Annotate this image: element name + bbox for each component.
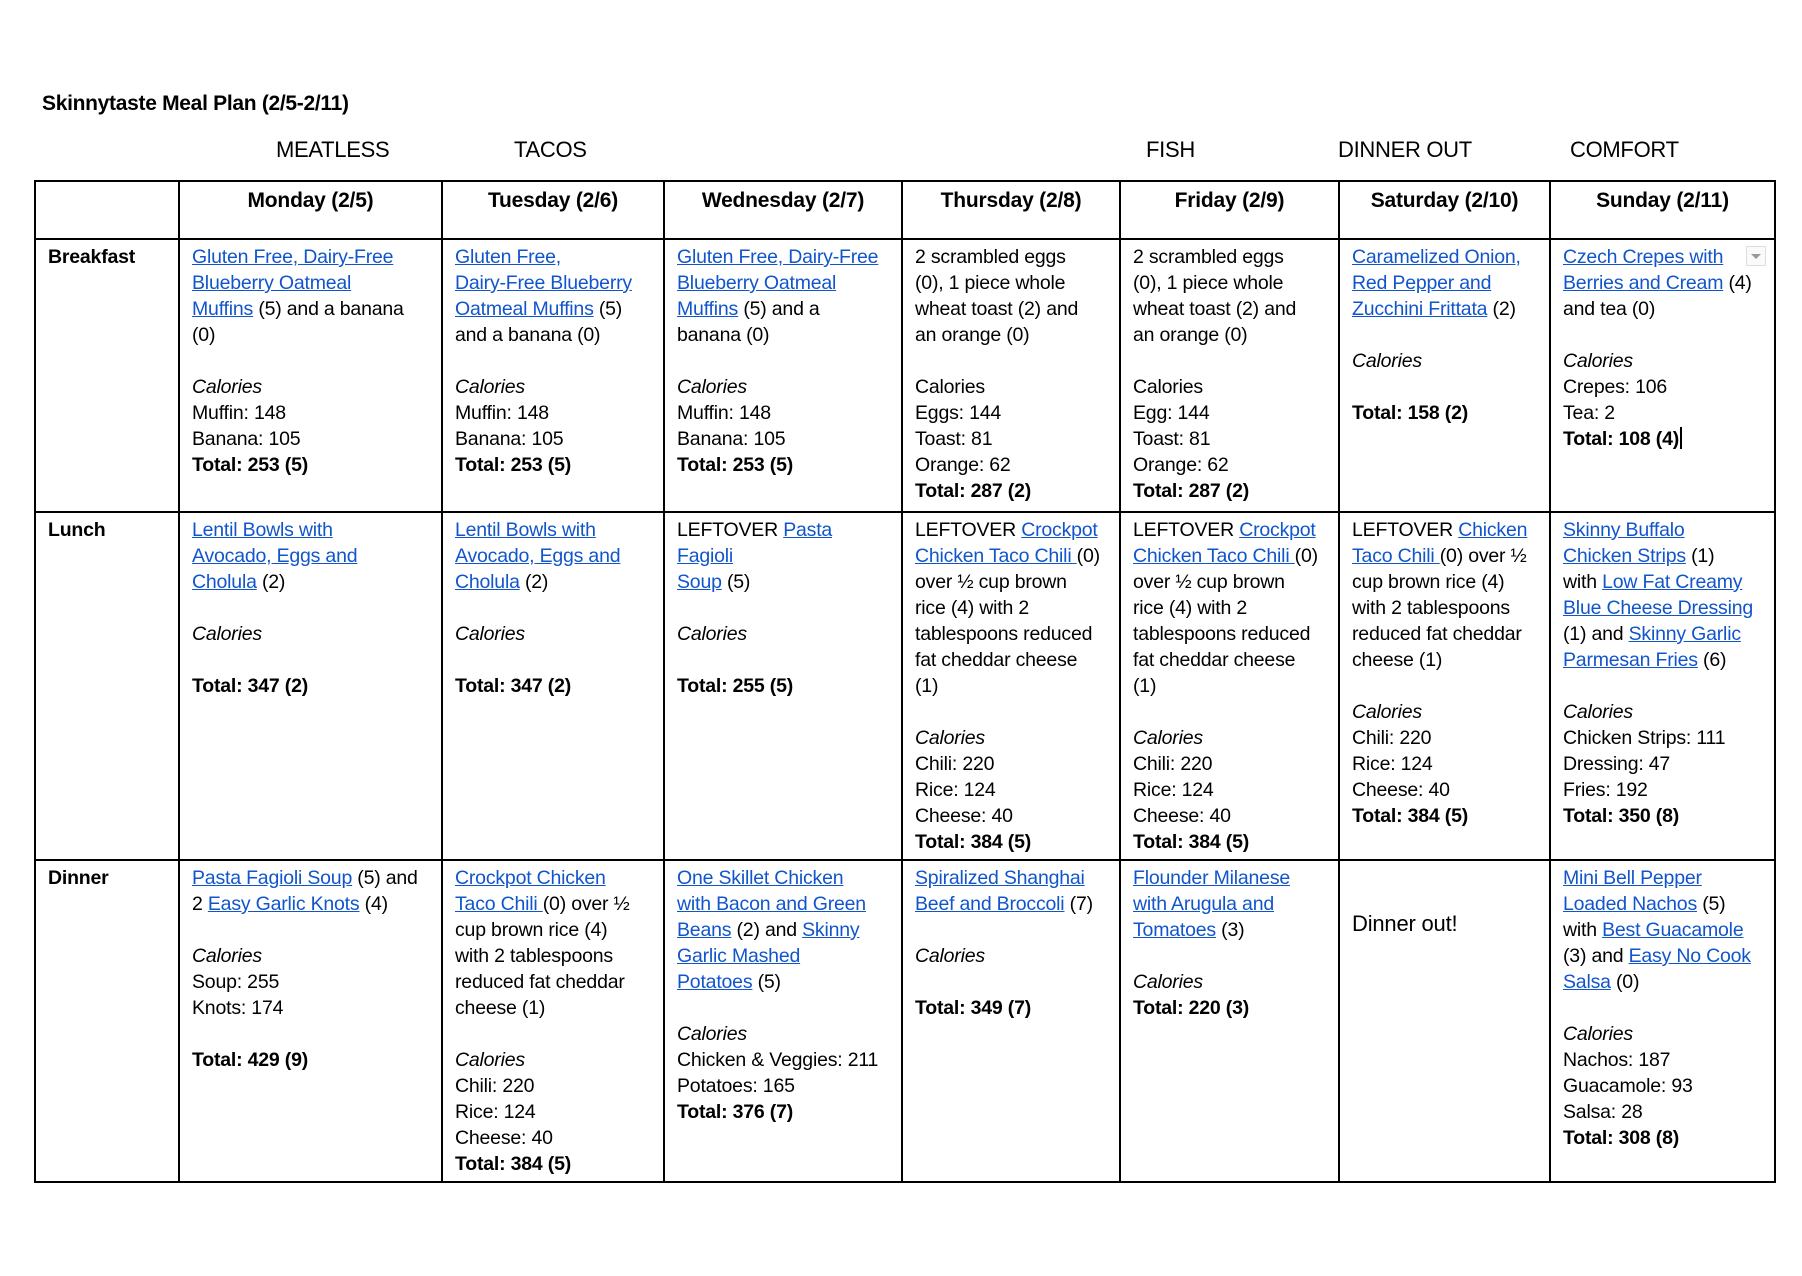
- calorie-total: Total: 347 (2): [455, 675, 572, 697]
- category-comfort: COMFORT: [1570, 137, 1679, 162]
- calorie-item: Fries: 192: [1563, 779, 1648, 801]
- calorie-item: Chili: 220: [1352, 727, 1432, 749]
- calories-label: Calories: [192, 945, 262, 967]
- meal-text: cheese (1): [455, 997, 546, 1019]
- calories-label: Calories: [677, 623, 747, 645]
- recipe-link[interactable]: Easy No Cook: [1628, 945, 1751, 967]
- meal-text: over ½ cup brown: [915, 571, 1067, 593]
- meal-plan-table: [34, 180, 1776, 1183]
- meal-text: (4): [1723, 272, 1752, 294]
- meal-text: (5) and a: [738, 298, 820, 320]
- recipe-link[interactable]: Zucchini Frittata: [1352, 298, 1488, 320]
- meal-text: fat cheddar cheese: [1133, 649, 1296, 671]
- breakfast-sunday[interactable]: [1550, 239, 1775, 512]
- recipe-link[interactable]: One Skillet Chicken: [677, 867, 844, 889]
- recipe-link[interactable]: Low Fat Creamy: [1602, 571, 1743, 593]
- meal-text: wheat toast (2) and: [915, 298, 1079, 320]
- meal-text: (0), 1 piece whole: [915, 272, 1066, 294]
- recipe-link[interactable]: Taco Chili: [455, 893, 543, 915]
- dinner-saturday: [1339, 860, 1550, 1182]
- calorie-item: Nachos: 187: [1563, 1049, 1671, 1071]
- dinner-friday: [1120, 860, 1339, 1182]
- category-meatless: MEATLESS: [276, 137, 390, 162]
- breakfast-saturday: [1339, 239, 1550, 512]
- lunch-row: [35, 512, 1775, 860]
- recipe-link[interactable]: Red Pepper and: [1352, 272, 1492, 294]
- recipe-link[interactable]: Gluten Free,: [455, 246, 561, 268]
- meal-text: (0), 1 piece whole: [1133, 272, 1284, 294]
- recipe-link[interactable]: Crockpot: [1239, 519, 1316, 541]
- breakfast-tuesday: [442, 239, 664, 512]
- meal-text: banana (0): [677, 324, 770, 346]
- calorie-total: Total: 158 (2): [1352, 402, 1469, 424]
- day-header-friday: Friday (2/9): [1120, 181, 1339, 239]
- calorie-item: Toast: 81: [915, 428, 993, 450]
- calories-label: Calories: [192, 623, 262, 645]
- calories-label: Calories: [677, 376, 747, 398]
- meal-text: (1): [915, 675, 939, 697]
- meal-text: reduced fat cheddar: [455, 971, 625, 993]
- breakfast-wednesday: [664, 239, 902, 512]
- calorie-item: Orange: 62: [1133, 454, 1229, 476]
- header-row: [35, 181, 1775, 239]
- meal-text: an orange (0): [915, 324, 1030, 346]
- recipe-link[interactable]: with Bacon and Green: [677, 893, 866, 915]
- day-header-thursday: Thursday (2/8): [902, 181, 1120, 239]
- calorie-item: Rice: 124: [915, 779, 996, 801]
- calorie-item: Muffin: 148: [192, 402, 286, 424]
- row-label-lunch: Lunch: [35, 512, 179, 860]
- recipe-link[interactable]: Crockpot: [1021, 519, 1098, 541]
- calorie-total: Total: 108 (4): [1563, 428, 1680, 450]
- meal-text: (3) and: [1563, 945, 1629, 967]
- lunch-friday: [1120, 512, 1339, 860]
- day-header-tuesday: Tuesday (2/6): [442, 181, 664, 239]
- breakfast-monday: [179, 239, 442, 512]
- calories-label: Calories: [1563, 701, 1633, 723]
- calorie-item: Chili: 220: [455, 1075, 535, 1097]
- recipe-link[interactable]: Mini Bell Pepper: [1563, 867, 1702, 889]
- category-dinner-out: DINNER OUT: [1338, 137, 1472, 162]
- calorie-item: Rice: 124: [1133, 779, 1214, 801]
- meal-text: LEFTOVER: [1133, 519, 1240, 541]
- meal-text: with 2 tablespoons: [455, 945, 613, 967]
- meal-text: (5): [593, 298, 623, 320]
- calorie-item: Chicken Strips: 111: [1563, 727, 1726, 749]
- recipe-link[interactable]: Oatmeal Muffins: [455, 298, 594, 320]
- recipe-link[interactable]: Flounder Milanese: [1133, 867, 1291, 889]
- meal-text: (1) and: [1563, 623, 1629, 645]
- calorie-item: Cheese: 40: [1352, 779, 1450, 801]
- meal-text: (5): [721, 571, 751, 593]
- calories-label: Calories: [455, 623, 525, 645]
- calories-label: Calories: [455, 376, 525, 398]
- dinner-thursday: [902, 860, 1120, 1182]
- calories-label: Calories: [1563, 350, 1633, 372]
- meal-text: (2): [256, 571, 286, 593]
- calorie-total: Total: 253 (5): [455, 454, 572, 476]
- meal-text: (0) over ½: [1439, 545, 1527, 567]
- recipe-link[interactable]: Soup: [677, 571, 722, 593]
- recipe-link[interactable]: Cholula: [192, 571, 257, 593]
- recipe-link[interactable]: Beans: [677, 919, 732, 941]
- meal-text: 2 scrambled eggs: [1133, 246, 1284, 268]
- lunch-wednesday: [664, 512, 902, 860]
- recipe-link[interactable]: Best Guacamole: [1602, 919, 1744, 941]
- meal-text: (5): [1697, 893, 1726, 915]
- lunch-thursday: [902, 512, 1120, 860]
- meal-text: (0): [1294, 545, 1318, 567]
- calories-label: Calories: [1133, 727, 1203, 749]
- meal-text: with: [1563, 919, 1603, 941]
- recipe-link[interactable]: Berries and Cream: [1563, 272, 1724, 294]
- meal-text: rice (4) with 2: [915, 597, 1030, 619]
- calorie-item: Cheese: 40: [915, 805, 1013, 827]
- recipe-link[interactable]: Skinny Garlic: [1628, 623, 1741, 645]
- calorie-item: Banana: 105: [455, 428, 564, 450]
- meal-text: with: [1563, 571, 1603, 593]
- calories-label: Calories: [915, 376, 985, 398]
- calorie-item: Guacamole: 93: [1563, 1075, 1693, 1097]
- meal-text: an orange (0): [1133, 324, 1248, 346]
- calorie-item: Eggs: 144: [915, 402, 1002, 424]
- breakfast-friday: [1120, 239, 1339, 512]
- recipe-link[interactable]: Caramelized Onion,: [1352, 246, 1521, 268]
- recipe-link[interactable]: Chicken Strips: [1563, 545, 1686, 567]
- recipe-link[interactable]: Chicken Taco Chili: [915, 545, 1077, 567]
- meal-text: (3): [1215, 919, 1245, 941]
- meal-text: LEFTOVER: [915, 519, 1022, 541]
- recipe-link[interactable]: Crockpot Chicken: [455, 867, 606, 889]
- recipe-link[interactable]: Pasta Fagioli: [677, 519, 833, 567]
- meal-text: over ½ cup brown: [1133, 571, 1285, 593]
- dinner-out-text: Dinner out!: [1352, 911, 1458, 936]
- meal-text: (2) and: [731, 919, 803, 941]
- recipe-link[interactable]: Gluten Free, Dairy-Free: [677, 246, 879, 268]
- calories-label: Calories: [192, 376, 262, 398]
- recipe-link[interactable]: with Arugula and: [1133, 893, 1274, 915]
- lunch-saturday: [1339, 512, 1550, 860]
- meal-text: rice (4) with 2: [1133, 597, 1248, 619]
- recipe-link[interactable]: Chicken: [1458, 519, 1528, 541]
- calories-label: Calories: [1352, 350, 1422, 372]
- recipe-link[interactable]: Garlic Mashed: [677, 945, 801, 967]
- meal-text: cheese (1): [1352, 649, 1443, 671]
- calorie-total: Total: 220 (3): [1133, 997, 1250, 1019]
- day-header-wednesday: Wednesday (2/7): [664, 181, 902, 239]
- day-header-sunday: Sunday (2/11): [1550, 181, 1775, 239]
- day-header-saturday: Saturday (2/10): [1339, 181, 1550, 239]
- calorie-item: Muffin: 148: [677, 402, 771, 424]
- calorie-item: Rice: 124: [455, 1101, 536, 1123]
- calorie-total: Total: 376 (7): [677, 1101, 794, 1123]
- row-label-dinner: Dinner: [35, 860, 179, 1182]
- calorie-total: Total: 384 (5): [1352, 805, 1469, 827]
- calories-label: Calories: [677, 1023, 747, 1045]
- dinner-monday: [179, 860, 442, 1182]
- calorie-item: Orange: 62: [915, 454, 1011, 476]
- calorie-item: Toast: 81: [1133, 428, 1211, 450]
- calorie-total: Total: 384 (5): [1133, 831, 1250, 853]
- meal-text: (1): [1685, 545, 1715, 567]
- meal-text: (0): [1610, 971, 1640, 993]
- meal-text: (0) over ½: [542, 893, 630, 915]
- page-title: Skinnytaste Meal Plan (2/5-2/11): [42, 92, 349, 115]
- calorie-total: Total: 255 (5): [677, 675, 794, 697]
- calorie-item: Dressing: 47: [1563, 753, 1671, 775]
- calorie-total: Total: 349 (7): [915, 997, 1032, 1019]
- calories-label: Calories: [915, 945, 985, 967]
- dinner-wednesday: [664, 860, 902, 1182]
- calorie-item: Cheese: 40: [1133, 805, 1231, 827]
- calorie-total: Total: 384 (5): [915, 831, 1032, 853]
- meal-text: LEFTOVER: [1352, 519, 1459, 541]
- recipe-link[interactable]: Cholula: [455, 571, 520, 593]
- recipe-link[interactable]: Skinny: [802, 919, 860, 941]
- recipe-link[interactable]: Czech Crepes with: [1563, 246, 1724, 268]
- calorie-item: Egg: 144: [1133, 402, 1210, 424]
- recipe-link[interactable]: Loaded Nachos: [1563, 893, 1698, 915]
- recipe-link[interactable]: Dairy-Free Blueberry: [455, 272, 632, 294]
- meal-text: cup brown rice (4): [1352, 571, 1505, 593]
- meal-text: and tea (0): [1563, 298, 1656, 320]
- calorie-total: Total: 347 (2): [192, 675, 309, 697]
- meal-text: tablespoons reduced: [915, 623, 1093, 645]
- recipe-link[interactable]: Chicken Taco Chili: [1133, 545, 1295, 567]
- calorie-total: Total: 287 (2): [1133, 480, 1250, 502]
- meal-text: 2: [192, 893, 208, 915]
- meal-text: (5): [752, 971, 781, 993]
- recipe-link[interactable]: Potatoes: [677, 971, 753, 993]
- corner-cell: [35, 181, 179, 239]
- meal-text: (1): [1133, 675, 1157, 697]
- recipe-link[interactable]: Spiralized Shanghai: [915, 867, 1085, 889]
- calorie-total: Total: 350 (8): [1563, 805, 1680, 827]
- meal-text: reduced fat cheddar: [1352, 623, 1522, 645]
- meal-text: with 2 tablespoons: [1352, 597, 1510, 619]
- recipe-link[interactable]: Lentil Bowls with: [455, 519, 596, 541]
- meal-text: fat cheddar cheese: [915, 649, 1078, 671]
- lunch-sunday: [1550, 512, 1775, 860]
- recipe-link[interactable]: Salsa: [1563, 971, 1611, 993]
- dropdown-arrow-icon[interactable]: [1746, 246, 1766, 266]
- recipe-link[interactable]: Pasta Fagioli Soup: [192, 867, 353, 889]
- calorie-item: Rice: 124: [1352, 753, 1433, 775]
- recipe-link[interactable]: Taco Chili: [1352, 545, 1440, 567]
- text-cursor: [1680, 427, 1682, 449]
- meal-text: (2): [519, 571, 549, 593]
- lunch-tuesday: [442, 512, 664, 860]
- recipe-link[interactable]: Parmesan Fries: [1563, 649, 1698, 671]
- recipe-link[interactable]: Avocado, Eggs and: [192, 545, 358, 567]
- calorie-item: Salsa: 28: [1563, 1101, 1643, 1123]
- recipe-link[interactable]: Blueberry Oatmeal: [192, 272, 352, 294]
- calorie-item: Soup: 255: [192, 971, 280, 993]
- calorie-item: Chili: 220: [1133, 753, 1213, 775]
- recipe-link[interactable]: Tomatoes: [1133, 919, 1216, 941]
- calories-label: Calories: [1133, 376, 1203, 398]
- recipe-link[interactable]: Skinny Buffalo: [1563, 519, 1685, 541]
- dinner-tuesday: [442, 860, 664, 1182]
- meal-text: (7): [1064, 893, 1093, 915]
- dinner-row: [35, 860, 1775, 1182]
- calorie-item: Banana: 105: [677, 428, 786, 450]
- lunch-monday: [179, 512, 442, 860]
- calories-label: Calories: [1352, 701, 1422, 723]
- calorie-item: Tea: 2: [1563, 402, 1615, 424]
- dinner-sunday: [1550, 860, 1775, 1182]
- meal-text: (5) and a banana: [253, 298, 404, 320]
- recipe-link[interactable]: Blue Cheese Dressing: [1563, 597, 1754, 619]
- recipe-link[interactable]: Lentil Bowls with: [192, 519, 333, 541]
- meal-text: (4): [359, 893, 388, 915]
- calories-label: Calories: [1563, 1023, 1633, 1045]
- calorie-total: Total: 253 (5): [192, 454, 309, 476]
- calorie-total: Total: 384 (5): [455, 1153, 572, 1175]
- meal-text: LEFTOVER: [677, 519, 784, 541]
- meal-text: and a banana (0): [455, 324, 601, 346]
- meal-text: wheat toast (2) and: [1133, 298, 1297, 320]
- recipe-link[interactable]: Blueberry Oatmeal: [677, 272, 837, 294]
- category-fish: FISH: [1146, 137, 1195, 162]
- calorie-item: Chili: 220: [915, 753, 995, 775]
- meal-text: cup brown rice (4): [455, 919, 608, 941]
- calorie-total: Total: 287 (2): [915, 480, 1032, 502]
- calorie-item: Crepes: 106: [1563, 376, 1668, 398]
- meal-text: (2): [1487, 298, 1516, 320]
- recipe-link[interactable]: Beef and Broccoli: [915, 893, 1065, 915]
- recipe-link[interactable]: Avocado, Eggs and: [455, 545, 621, 567]
- calorie-total: Total: 429 (9): [192, 1049, 309, 1071]
- calorie-item: Banana: 105: [192, 428, 301, 450]
- day-header-monday: Monday (2/5): [179, 181, 442, 239]
- breakfast-thursday: [902, 239, 1120, 512]
- category-tacos: TACOS: [514, 137, 587, 162]
- calorie-item: Chicken & Veggies: 211: [677, 1049, 879, 1071]
- meal-text: (6): [1697, 649, 1727, 671]
- calorie-item: Muffin: 148: [455, 402, 549, 424]
- calories-label: Calories: [455, 1049, 525, 1071]
- calorie-total: Total: 253 (5): [677, 454, 794, 476]
- row-label-breakfast: Breakfast: [35, 239, 179, 512]
- calorie-item: Cheese: 40: [455, 1127, 553, 1149]
- recipe-link[interactable]: Muffins: [677, 298, 739, 320]
- calorie-item: Knots: 174: [192, 997, 284, 1019]
- recipe-link[interactable]: Gluten Free, Dairy-Free: [192, 246, 394, 268]
- meal-text: tablespoons reduced: [1133, 623, 1311, 645]
- recipe-link[interactable]: Muffins: [192, 298, 254, 320]
- calories-label: Calories: [1133, 971, 1203, 993]
- meal-text: (5) and: [352, 867, 418, 889]
- calories-label: Calories: [915, 727, 985, 749]
- meal-text: (0): [1076, 545, 1100, 567]
- meal-text: 2 scrambled eggs: [915, 246, 1066, 268]
- recipe-link[interactable]: Easy Garlic Knots: [207, 893, 360, 915]
- meal-text: (0): [192, 324, 216, 346]
- calorie-total: Total: 308 (8): [1563, 1127, 1680, 1149]
- breakfast-row: [35, 239, 1775, 512]
- calorie-item: Potatoes: 165: [677, 1075, 795, 1097]
